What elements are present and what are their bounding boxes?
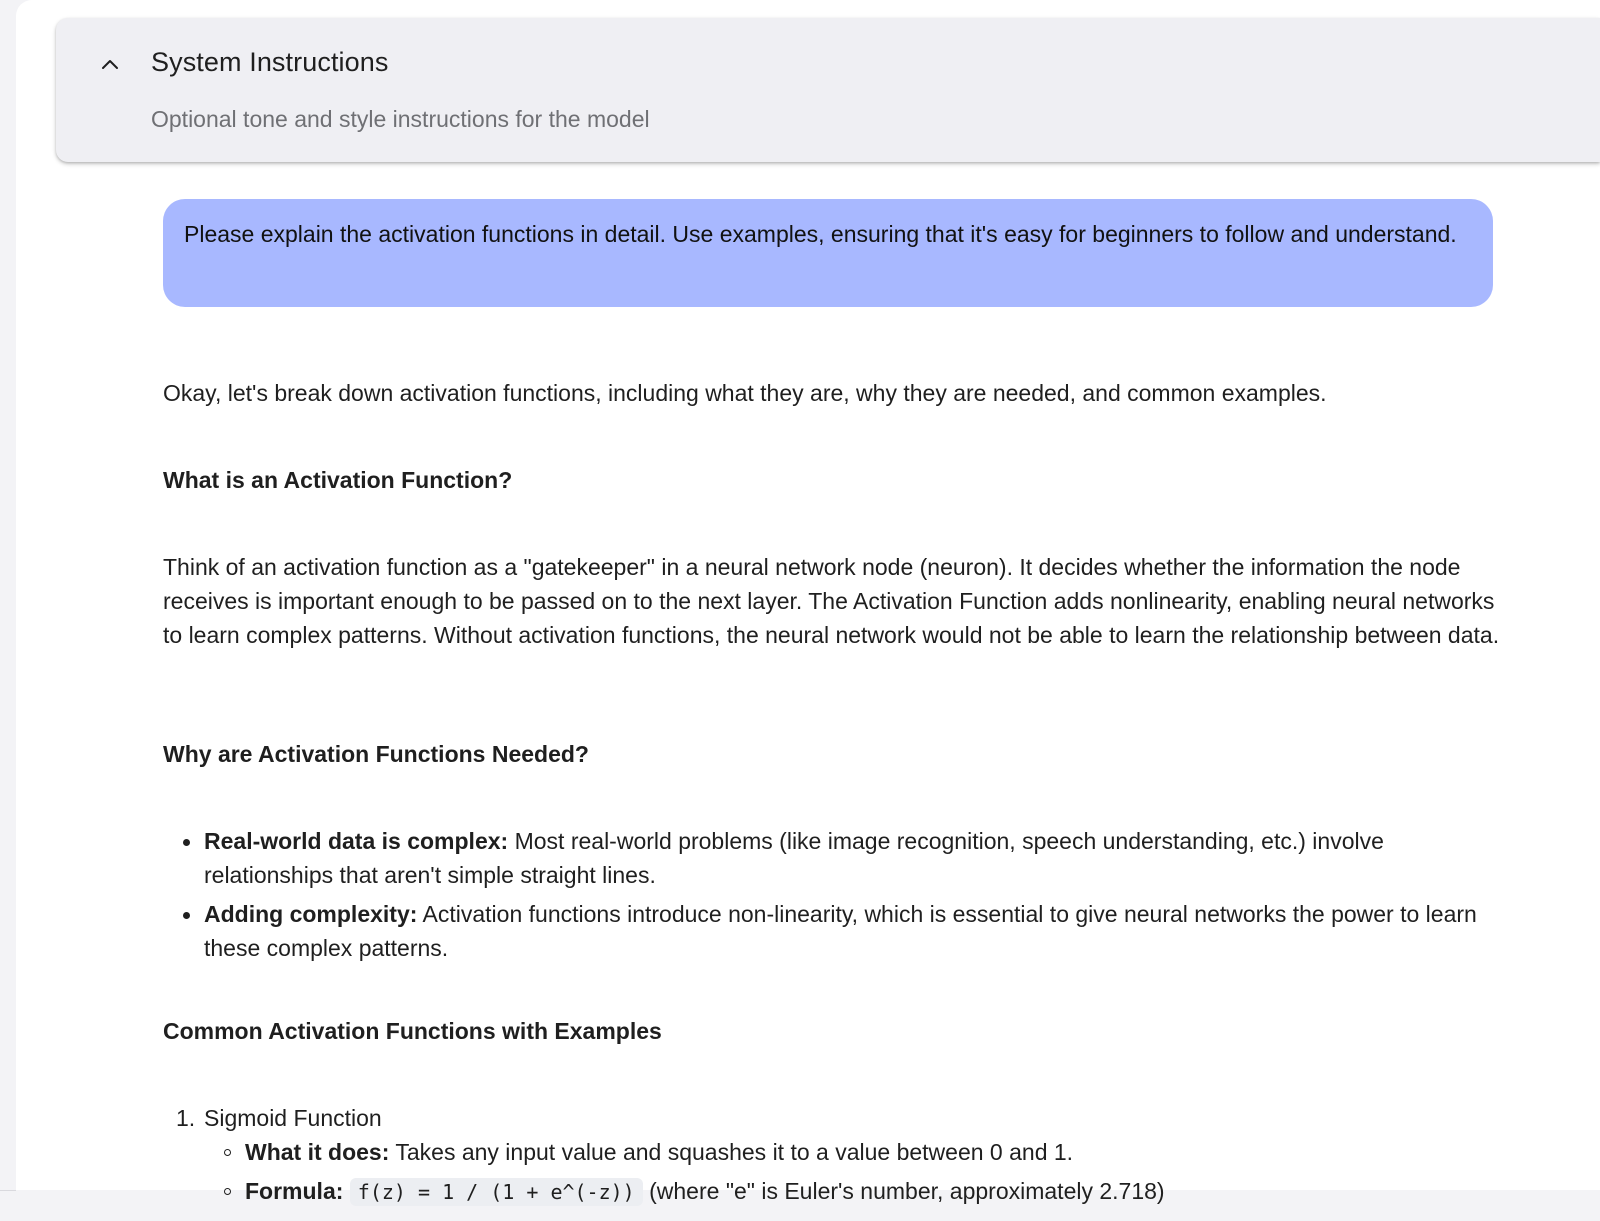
section-heading: What is an Activation Function? <box>163 467 513 493</box>
response-intro: Okay, let's break down activation functions, including what they are, why they are needed, and common examples. <box>163 380 1327 406</box>
sub-list <box>163 1130 1503 1209</box>
bullet-text: Activation functions introduce non-linearity, which is essential to give neural networks the power to learn these complex patterns. <box>204 901 1477 961</box>
bullet-text: Most real-world problems (like image recognition, speech understanding, etc.) involve relationships that aren't simple straight lines. <box>204 828 1384 888</box>
list-item-title: Sigmoid Function <box>204 1105 382 1131</box>
sub-item-text: (where "e" is Euler's number, approximately 2.718) <box>642 1178 1165 1204</box>
list-item <box>163 897 1503 965</box>
section-heading: Why are Activation Functions Needed? <box>163 741 589 767</box>
bullet-icon <box>183 839 190 846</box>
system-instructions-title: System Instructions <box>151 47 389 77</box>
formula-code: f(z) = 1 / (1 + e^(-z)) <box>350 1178 643 1206</box>
bullet-label: Real-world data is complex: <box>204 828 509 854</box>
system-instructions-panel[interactable] <box>56 18 1600 162</box>
list-item <box>163 1135 1503 1169</box>
chevron-up-icon[interactable] <box>98 53 122 77</box>
list-item <box>163 1174 1503 1209</box>
bullet-list <box>163 824 1503 970</box>
section-heading: Common Activation Functions with Examples <box>163 1018 662 1044</box>
bullet-label: Adding complexity: <box>204 901 418 927</box>
section-paragraph: Think of an activation function as a "gatekeeper" in a neural network node (neuron). It decides whether the information the node receives is important enough to be passed on to the next layer. The Activation Function adds nonlinearity, enabling neural networks to learn complex patterns. Without activation functions, the neural network would not be able to learn the relationship between data. <box>163 554 1500 648</box>
divider <box>0 1190 16 1191</box>
circle-bullet-icon <box>224 1188 231 1195</box>
circle-bullet-icon <box>224 1149 231 1156</box>
sub-item-label: Formula: <box>245 1178 344 1204</box>
user-message-bubble: Please explain the activation functions in detail. Use examples, ensuring that it's easy for beginners to follow and understand. <box>163 199 1493 307</box>
model-response <box>163 376 1503 1204</box>
sub-item-label: What it does: <box>245 1139 390 1165</box>
list-item <box>163 824 1503 892</box>
sub-item-text: Takes any input value and squashes it to a value between 0 and 1. <box>389 1139 1074 1165</box>
system-instructions-input[interactable]: Optional tone and style instructions for the model <box>151 106 650 132</box>
list-number: 1. <box>176 1105 196 1131</box>
bullet-icon <box>183 912 190 919</box>
